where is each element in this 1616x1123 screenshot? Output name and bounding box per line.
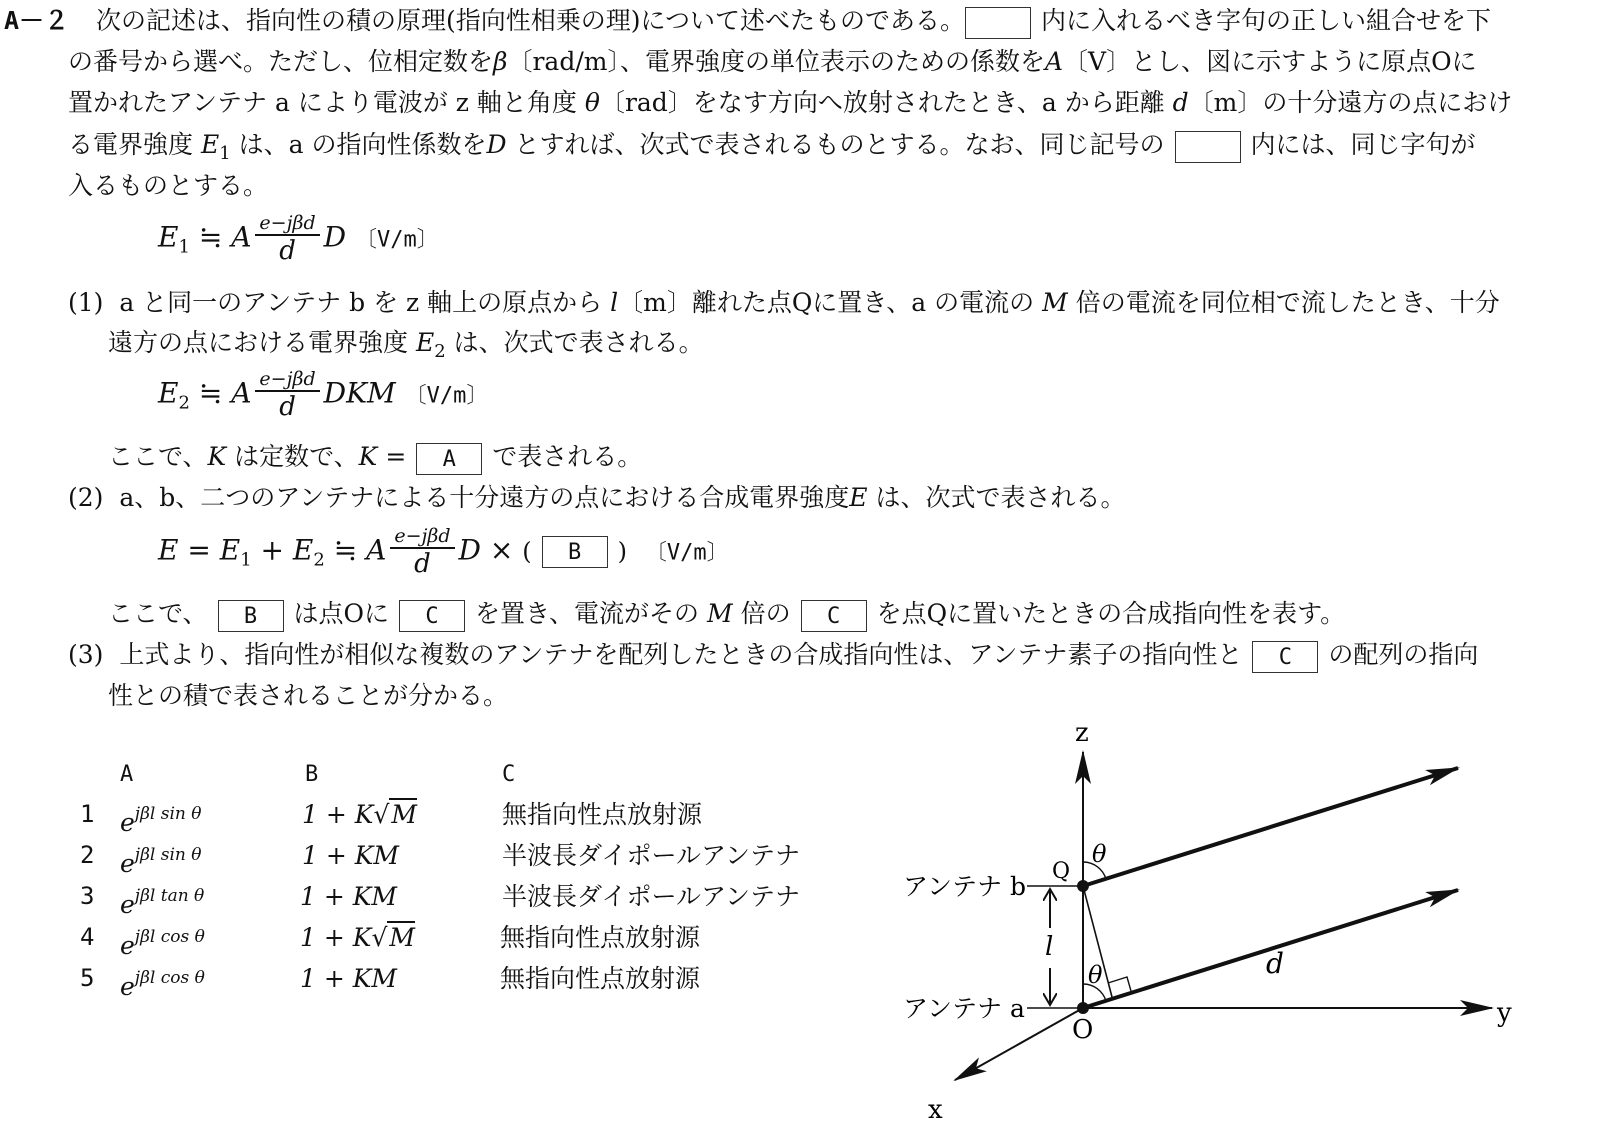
equation-e2: $E_2$ ≒ A $\frac{\text{e−jβd}}{d}$ DKM 〔V/m〕 bbox=[158, 368, 489, 422]
options-header-b: B bbox=[305, 762, 319, 787]
part2-line-2: ここで、 B は点Oに C を置き、電流がその M 倍の C を点Qに置いたときの合成指向性を表す。 bbox=[108, 593, 1345, 634]
question-number: A－２ bbox=[4, 6, 70, 35]
part3-line-2: 性との積で表されることが分かる。 bbox=[108, 681, 509, 710]
blank-box bbox=[1175, 131, 1241, 163]
part1-line-2: 遠方の点における電界強度 $E_2$ は、次式で表される。 bbox=[108, 328, 704, 362]
fraction: $\frac{\text{e−jβd}}{d}$ bbox=[255, 212, 319, 266]
antenna-a-label: アンテナ a bbox=[903, 994, 1025, 1023]
options-header-a: A bbox=[120, 762, 134, 787]
fraction: $\frac{\text{e−jβd}}{d}$ bbox=[390, 525, 454, 579]
l-label: l bbox=[1045, 932, 1054, 962]
intro-line-2: の番号から選べ。ただし、位相定数をβ〔rad/m〕、電界強度の単位表示のための係数をA〔V〕とし、図に示すように原点Oに bbox=[68, 47, 1477, 76]
options-header-c: C bbox=[502, 762, 516, 787]
answer-box-c: C bbox=[801, 600, 867, 632]
fraction: $\frac{\text{e−jβd}}{d}$ bbox=[255, 368, 319, 422]
point-q bbox=[1077, 880, 1089, 892]
blank-box bbox=[965, 7, 1031, 39]
right-angle-mark bbox=[1108, 977, 1131, 991]
option-row-1[interactable]: 1 $e^{j\beta l sin \theta}$ 1 + K√M 無指向性点放射源 bbox=[80, 800, 703, 837]
theta-top-label: θ bbox=[1092, 840, 1107, 868]
part3-line-1: (3) 上式より、指向性が相似な複数のアンテナを配列したときの合成指向性は、アンテナ素子の指向性と C の配列の指向 bbox=[68, 634, 1478, 675]
intro-line-5: 入るものとする。 bbox=[68, 171, 269, 200]
intro-line-1: 次の記述は、指向性の積の原理(指向性相乗の理)について述べたものである。 内に入れるべき字句の正しい組合せを下 bbox=[96, 0, 1491, 41]
point-o bbox=[1077, 1002, 1089, 1014]
intro-line-4: る電界強度 $E_1$ は、a の指向性係数をD とすれば、次式で表されるものとする。なお、同じ記号の 内には、同じ字句が bbox=[68, 130, 1476, 164]
part1-line-3: ここで、K は定数で、K = A で表される。 bbox=[108, 436, 642, 477]
answer-box-c: C bbox=[399, 600, 465, 632]
intro-line-3: 置かれたアンテナ a により電波が z 軸と角度 θ〔rad〕をなす方向へ放射されたとき、a から距離 d〔m〕の十分遠方の点におけ bbox=[68, 88, 1513, 117]
z-label: z bbox=[1075, 720, 1089, 748]
theta-bottom-label: θ bbox=[1088, 961, 1103, 989]
option-row-4[interactable]: 4 $e^{j\beta l cos \theta}$ 1 + K√M 無指向性点放射源 bbox=[80, 923, 701, 960]
part1-line-1: (1) a と同一のアンテナ b を z 軸上の原点から l〔m〕離れた点Qに置き、a の電流の M 倍の電流を同位相で流したとき、十分 bbox=[68, 288, 1500, 317]
equation-e1: $E_1$ ≒ A $\frac{\text{e−jβd}}{d}$ D 〔V/m〕 bbox=[158, 212, 439, 266]
answer-box-a: A bbox=[416, 443, 482, 475]
antenna-array-diagram bbox=[890, 720, 1616, 1123]
option-row-3[interactable]: 3 $e^{j\beta l tan \theta}$ 1 + KM 半波長ダイポールアンテナ bbox=[80, 882, 801, 919]
origin-label: O bbox=[1072, 1015, 1094, 1045]
antenna-b-label: アンテナ b bbox=[903, 872, 1026, 901]
y-label: y bbox=[1497, 998, 1512, 1028]
option-row-2[interactable]: 2 $e^{j\beta l sin \theta}$ 1 + KM 半波長ダイポールアンテナ bbox=[80, 841, 801, 878]
q-label: Q bbox=[1052, 859, 1071, 884]
answer-box-c: C bbox=[1252, 641, 1318, 673]
part2-line-1: (2) a、b、二つのアンテナによる十分遠方の点における合成電界強度E は、次式で表される。 bbox=[68, 483, 1126, 512]
d-label: d bbox=[1266, 947, 1284, 980]
option-row-5[interactable]: 5 $e^{j\beta l cos \theta}$ 1 + KM 無指向性点放射源 bbox=[80, 964, 701, 1001]
equation-e: $E = E_1 + E_2$ ≒ A $\frac{\text{e−jβd}}{d}$ D × ( B ) 〔V/m〕 bbox=[158, 525, 729, 579]
answer-box-b: B bbox=[542, 536, 608, 568]
answer-box-b: B bbox=[218, 600, 284, 632]
ray-from-q bbox=[1083, 768, 1458, 886]
x-label: x bbox=[928, 1095, 943, 1123]
